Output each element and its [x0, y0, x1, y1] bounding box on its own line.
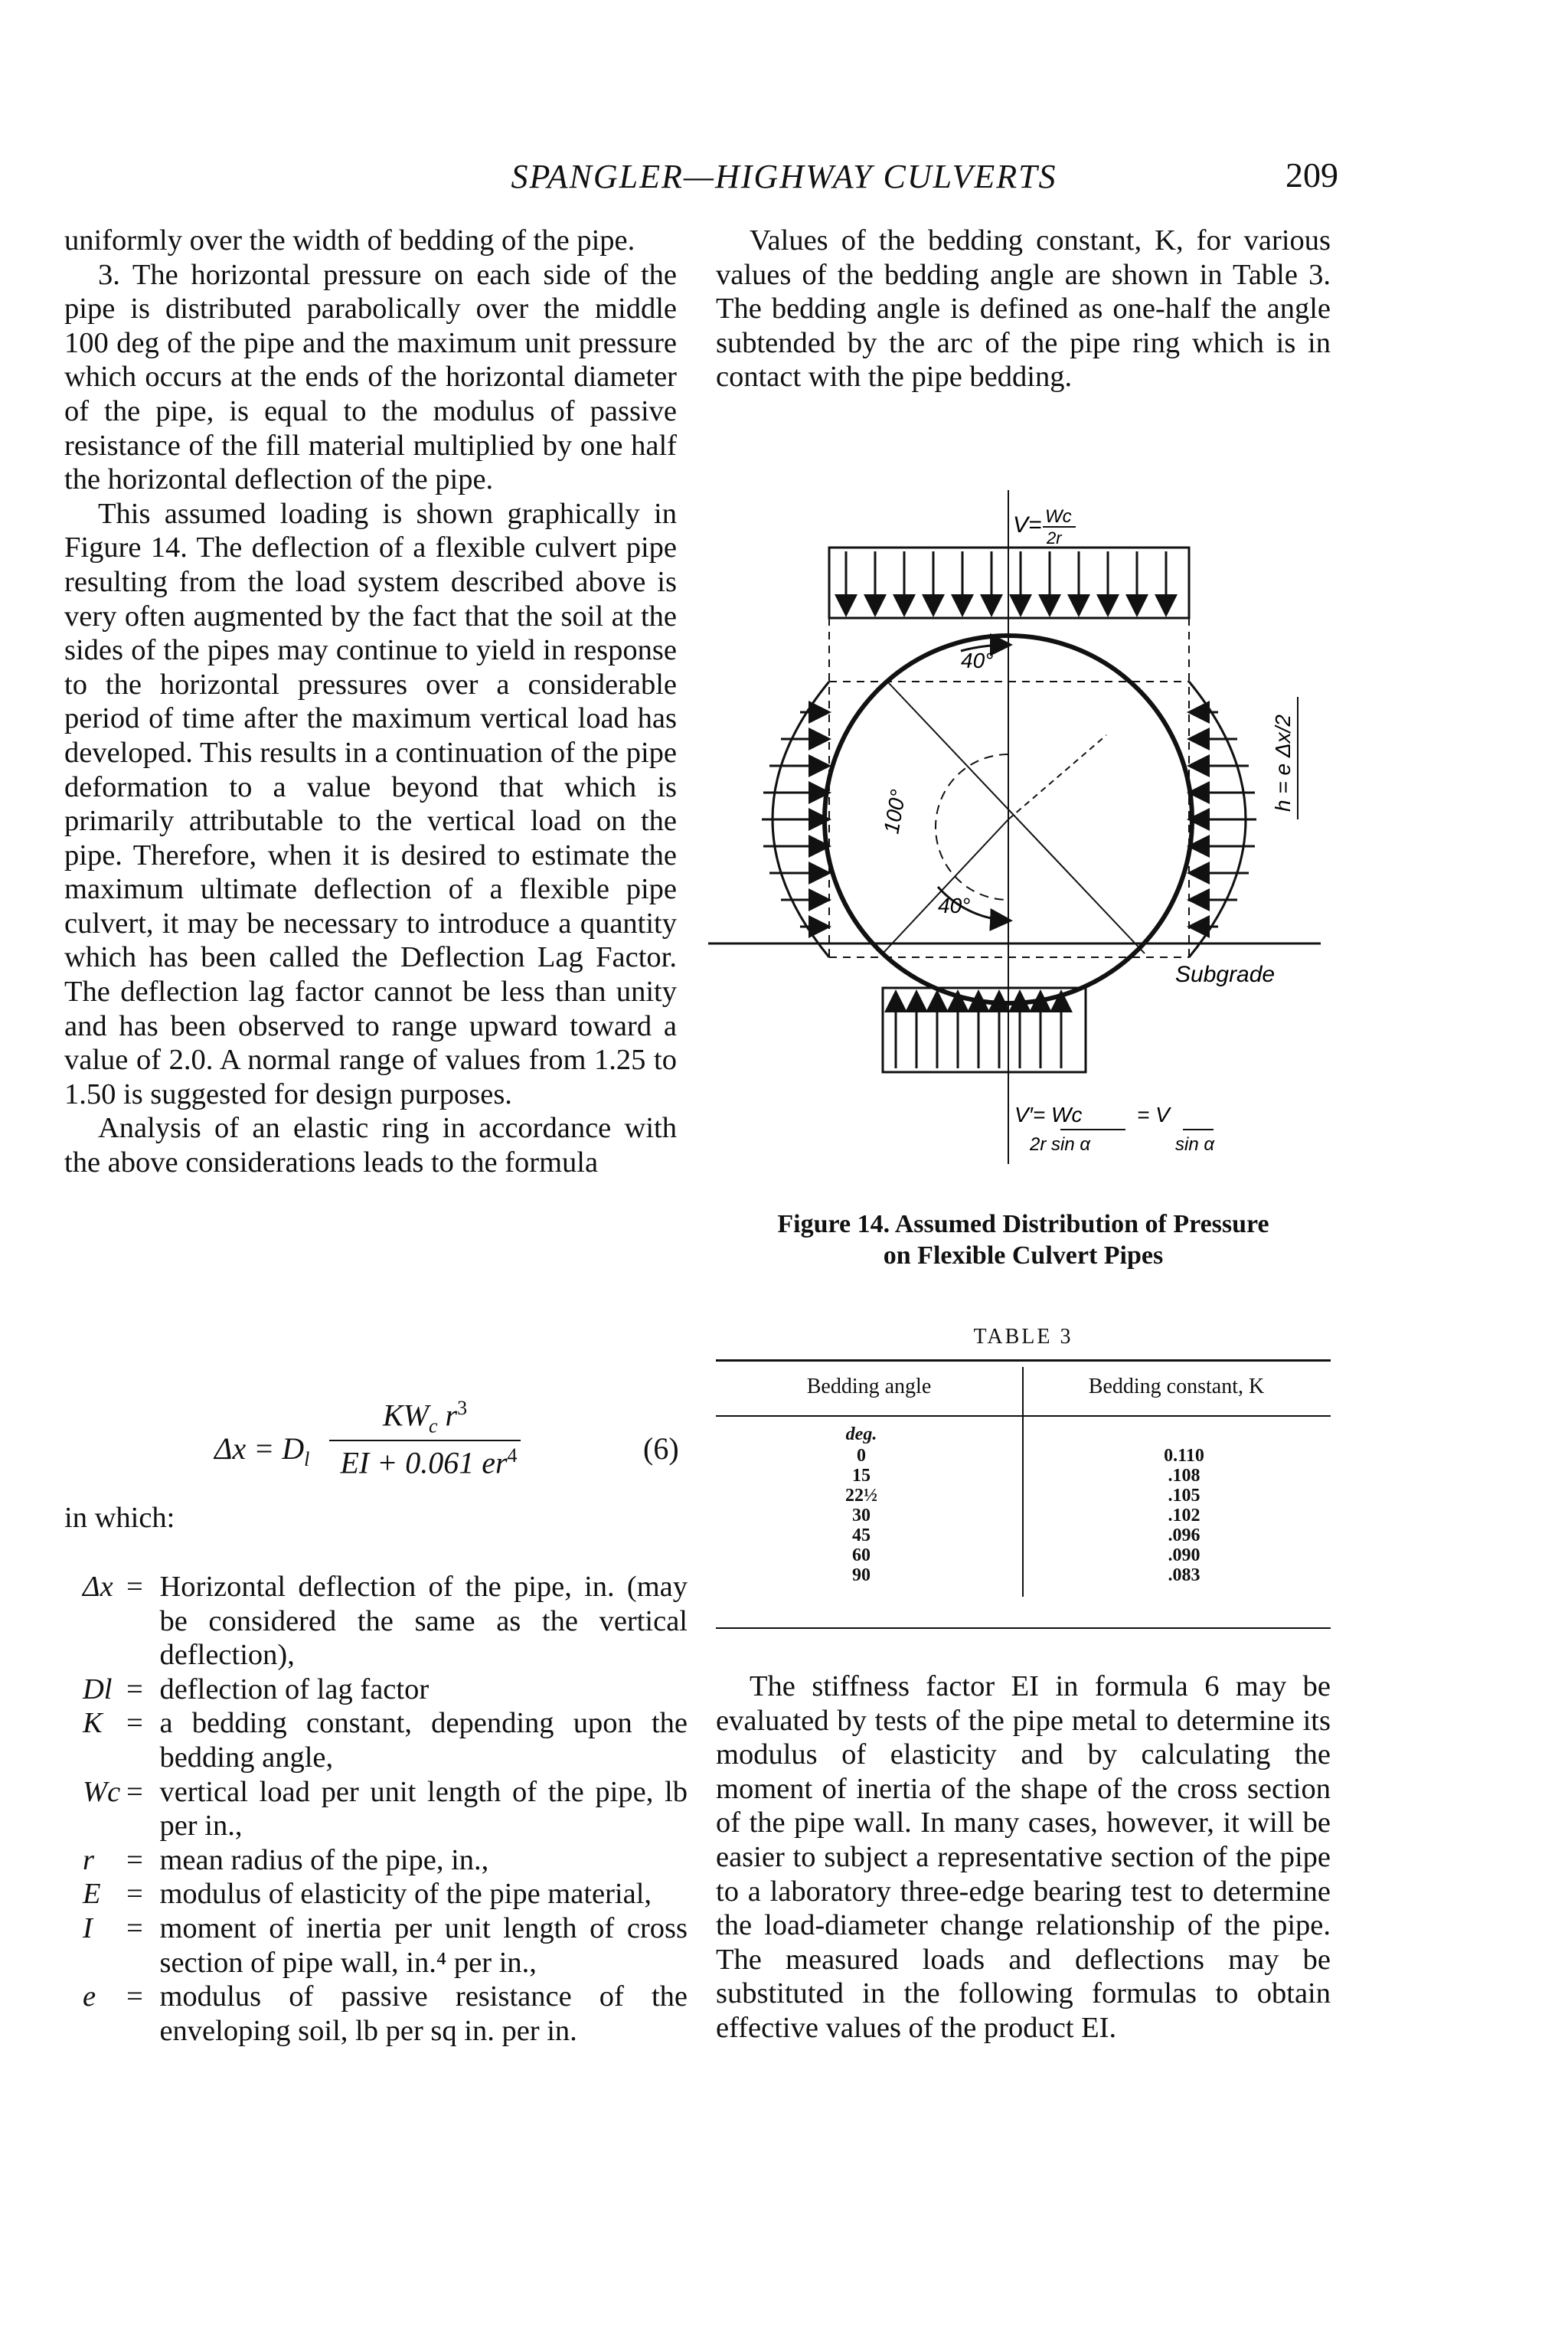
variable-symbol: Δx — [83, 1571, 113, 1603]
table-cell: 90 — [852, 1565, 871, 1585]
paragraph: 3. The horizontal pressure on each side of the pipe is distributed parabolically over the middle 100 deg of the pipe and the maximum unit pressure which occurs at the ends of the horizontal diameter of the pipe, is equal to the modulus of passive resistance of the fill material multiplied by one half the horizontal deflection of the pipe. — [64, 258, 677, 496]
diagonal-line — [1008, 735, 1106, 819]
figure-14-diagram — [708, 475, 1336, 1179]
figure-caption: Figure 14. Assumed Distribution of Pressure on Flexible Culvert Pipes — [777, 1210, 1269, 1270]
diagonal-line — [887, 682, 1145, 953]
running-title: SPANGLER—HIGHWAY CULVERTS — [511, 158, 1057, 195]
variable-symbol: e — [83, 1980, 96, 2013]
variable-symbol: I — [83, 1911, 93, 1944]
variable-symbol: K — [83, 1707, 103, 1740]
page-number: 209 — [1285, 155, 1338, 195]
table-cell: 60 — [852, 1545, 871, 1565]
label-v-top: V= — [1013, 512, 1042, 538]
equation-denominator: EI + 0.061 $er^4$ — [340, 1444, 518, 1480]
table-cell: .105 — [1168, 1486, 1200, 1506]
variable-definition: mean radius of the pipe, in., — [159, 1843, 489, 1876]
paragraph: Values of the bedding constant, K, for various values of the bedding angle are shown in Table 3. The bedding angle is defined as one-half the angle subtended by the arc of the pipe ring which is in contact with the pipe bedding. — [716, 224, 1331, 394]
variable-definition: a bedding constant, depending upon the bedding angle, — [159, 1707, 688, 1774]
table-cell: .108 — [1168, 1466, 1200, 1486]
table-cell: .083 — [1168, 1565, 1200, 1585]
label-side-pressure: h = e Δx/2 — [1271, 715, 1295, 812]
table-cell: 30 — [852, 1506, 871, 1525]
table-header-constant: Bedding constant, K — [1088, 1375, 1265, 1398]
label-subgrade: Subgrade — [1175, 962, 1276, 987]
equation-6 — [214, 1397, 689, 1492]
paragraph: Analysis of an elastic ring in accordance with the above considerations leads to the formula — [64, 1112, 677, 1179]
label-angle-100: 100° — [879, 787, 910, 836]
variable-row: E = modulus of elasticity of the pipe material, — [83, 1877, 688, 1911]
table-cell: 0.110 — [1164, 1446, 1204, 1466]
left-pressure-arrows — [762, 712, 827, 927]
variable-definition: Horizontal deflection of the pipe, in. (may be considered the same as the vertical deflection), — [159, 1571, 688, 1672]
right-column-intro — [716, 224, 1331, 394]
variable-definition: deflection of lag factor — [159, 1673, 430, 1705]
table-unit: deg. — [845, 1424, 877, 1444]
table-header-angle: Bedding angle — [806, 1375, 932, 1398]
diagonal-line — [883, 819, 1008, 953]
table-cell: 15 — [852, 1466, 871, 1486]
fraction-bar — [329, 1440, 521, 1441]
table-angle-column — [716, 1446, 1007, 1585]
label-v-prime: V′= Wc — [1014, 1103, 1083, 1127]
label-angle-40-top: 40° — [961, 649, 994, 672]
table-cell: .102 — [1168, 1506, 1200, 1525]
variable-definition: modulus of passive resistance of the enveloping soil, lb per sq in. per in. — [159, 1980, 688, 2047]
label-2r-sin: 2r sin α — [1030, 1134, 1091, 1155]
variable-row: Δx = Horizontal deflection of the pipe, in. (may be considered the same as the vertical deflection), — [83, 1571, 688, 1672]
variable-row: I = moment of inertia per unit length of cross section of pipe wall, in.⁴ per in., — [83, 1911, 688, 1979]
variable-symbol: E — [83, 1878, 101, 1911]
table-cell: 45 — [852, 1525, 871, 1545]
paragraph: This assumed loading is shown graphically in Figure 14. The deflection of a flexible culvert pipe resulting from the load system described above is very often augmented by the fact that the soil at the sides of the pipes may continue to yield in response to the horizontal pressures over a considerable period of time after the maximum vertical load has developed. This results in a continuation of the pipe deformation to a value beyond that which is primarily attributable to the vertical load on the pipe. Therefore, when it is desired to estimate the maximum ultimate deflection of a flexible pipe culvert, it may be necessary to introduce a quantity which has been called the Deflection Lag Factor. The deflection lag factor cannot be less than unity and has been observed to range upward toward a value of 2.0. A normal range of values from 1.25 to 1.50 is suggested for design purposes. — [64, 497, 677, 1110]
in-which-label: in which: — [64, 1502, 175, 1534]
table-cell: .096 — [1168, 1525, 1200, 1545]
variable-definition: moment of inertia per unit length of cross section of pipe wall, in.⁴ per in., — [159, 1911, 688, 1979]
equation-lhs: $\Delta x = D_l$ — [214, 1431, 310, 1470]
variable-row: Dl = deflection of lag factor — [83, 1673, 688, 1707]
variable-row: K = a bedding constant, depending upon the bedding angle, — [83, 1707, 688, 1774]
variable-row: r = mean radius of the pipe, in., — [83, 1843, 688, 1878]
equation-numerator: $KW_c$ $r^3$ — [382, 1397, 468, 1437]
variable-symbol: Wc — [83, 1775, 121, 1808]
variable-list — [83, 1570, 688, 2048]
table-rule-bottom — [716, 1627, 1331, 1629]
label-2r-top: 2r — [1047, 528, 1062, 548]
table-constant-column — [1037, 1446, 1331, 1585]
label-angle-40-bottom: 40° — [938, 894, 971, 917]
variable-definition: modulus of elasticity of the pipe material, — [159, 1878, 652, 1911]
variable-row: Wc = vertical load per unit length of the pipe, lb per in., — [83, 1775, 688, 1843]
table-3 — [716, 1325, 1331, 1646]
table-column-divider — [1022, 1367, 1024, 1597]
equation-number: (6) — [643, 1431, 679, 1466]
label-eq-v: = V — [1137, 1103, 1170, 1127]
table-cell: 0 — [857, 1446, 866, 1466]
right-column-body — [716, 1669, 1331, 2045]
top-load-arrows — [846, 551, 1166, 613]
variable-symbol: r — [83, 1843, 94, 1876]
label-sin-alpha: sin α — [1175, 1134, 1215, 1155]
paragraph: The stiffness factor EI in formula 6 may be evaluated by tests of the pipe metal to determine its modulus of elasticity and by calculating the moment of inertia of the shape of the cross section of the pipe wall. In many cases, however, it will be easier to subject a representative section of the pipe to a laboratory three-edge bearing test to determine the load-diameter change relationship of the pipe. The measured loads and deflections may be substituted in the following formulas to obtain effective values of the product EI. — [716, 1670, 1331, 2044]
table-cell: .090 — [1168, 1545, 1200, 1565]
variable-symbol: Dl — [83, 1673, 113, 1705]
bottom-reaction-arrows — [896, 994, 1061, 1068]
variable-row: e = modulus of passive resistance of the enveloping soil, lb per sq in. per in. — [83, 1980, 688, 2047]
table-rule-top — [716, 1359, 1331, 1362]
table-title: TABLE 3 — [973, 1325, 1073, 1349]
table-cell: 22½ — [845, 1486, 877, 1506]
paragraph: uniformly over the width of bedding of the pipe. — [64, 224, 635, 257]
variable-definition: vertical load per unit length of the pipe, lb per in., — [159, 1775, 688, 1843]
left-column — [64, 224, 677, 1180]
right-pressure-arrows — [1191, 712, 1256, 927]
label-wc-top: Wc — [1045, 506, 1072, 527]
angle-arc — [936, 754, 1008, 900]
